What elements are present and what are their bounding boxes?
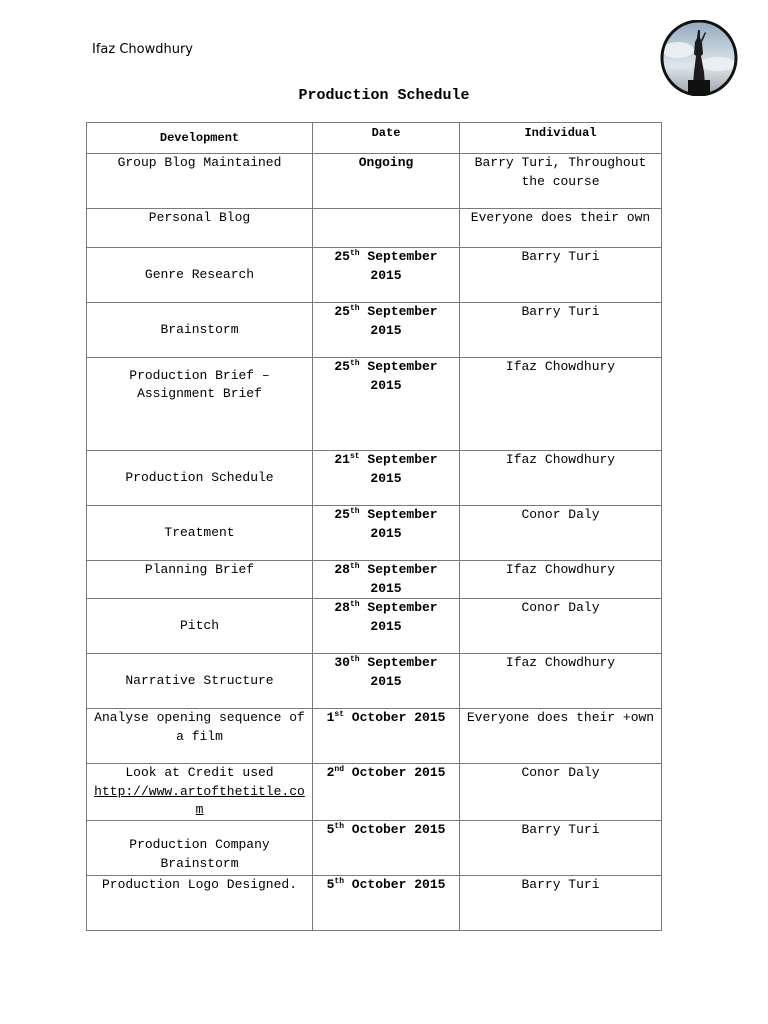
date-month: September 2015	[359, 655, 438, 689]
date-month: October 2015	[344, 821, 446, 837]
date-suffix: th	[349, 600, 360, 609]
date-cell	[313, 875, 460, 930]
production-schedule-table	[86, 122, 662, 931]
date-day: 1	[326, 710, 335, 725]
date-suffix: st	[334, 710, 344, 719]
individual-cell: Conor Daly	[460, 764, 662, 821]
date-day: 25	[334, 304, 350, 319]
date-cell	[313, 248, 460, 303]
artofthetitle-link[interactable]: http://www.artofthetitle.com	[94, 783, 305, 817]
date-cell	[313, 358, 460, 451]
task-cell: Production Brief – Assignment Brief	[87, 358, 313, 451]
task-cell: Personal Blog	[87, 209, 313, 248]
task-cell: Planning Brief	[87, 561, 313, 599]
statue-of-liberty-logo	[658, 20, 740, 96]
individual-cell: Ifaz Chowdhury	[460, 451, 662, 506]
date-day: 2	[326, 765, 335, 780]
task-cell: Production Schedule	[87, 451, 313, 506]
header-development: Development	[87, 123, 313, 154]
individual-cell: Ifaz Chowdhury	[460, 358, 662, 451]
date-suffix: th	[349, 304, 360, 313]
header-individual: Individual	[460, 123, 662, 154]
individual-cell: Barry Turi, Throughout the course	[460, 154, 662, 209]
date-suffix: th	[349, 507, 360, 516]
date-day: 25	[334, 359, 350, 374]
table-row	[87, 875, 662, 930]
header-row	[87, 123, 662, 154]
task-cell: Group Blog Maintained	[87, 154, 313, 209]
task-cell	[87, 764, 313, 821]
date-cell	[313, 709, 460, 764]
date-suffix: th	[334, 821, 344, 831]
table-row	[87, 561, 662, 599]
table-row	[87, 209, 662, 248]
date-cell	[313, 561, 460, 599]
date-month: October 2015	[344, 710, 446, 725]
individual-cell: Conor Daly	[460, 506, 662, 561]
table-row	[87, 303, 662, 358]
task-cell: Pitch	[87, 599, 313, 654]
header-date: Date	[313, 123, 460, 154]
date-day: 21	[334, 452, 350, 467]
task-cell: Production Logo Designed.	[87, 875, 313, 930]
date-suffix: th	[349, 249, 360, 258]
individual-cell: Ifaz Chowdhury	[460, 561, 662, 599]
date-cell	[313, 654, 460, 709]
date-day: 5	[326, 876, 335, 892]
date-day: 28	[334, 600, 350, 615]
task-cell: Narrative Structure	[87, 654, 313, 709]
individual-cell: Everyone does their own	[460, 209, 662, 248]
table-row	[87, 154, 662, 209]
document-title: Production Schedule	[298, 87, 470, 104]
individual-cell: Conor Daly	[460, 599, 662, 654]
task-cell: Production Company Brainstorm	[87, 820, 313, 875]
date-day: 25	[334, 249, 350, 264]
table-row	[87, 654, 662, 709]
date-suffix: nd	[334, 765, 344, 774]
table-row	[87, 358, 662, 451]
individual-cell: Ifaz Chowdhury	[460, 654, 662, 709]
date-month: September 2015	[359, 249, 438, 283]
table-row	[87, 820, 662, 875]
date-suffix: st	[349, 452, 360, 461]
date-day: 5	[326, 821, 335, 837]
individual-cell: Barry Turi	[460, 875, 662, 930]
task-cell: Brainstorm	[87, 303, 313, 358]
date-suffix: th	[349, 359, 360, 368]
date-month: September 2015	[359, 507, 438, 541]
table-row	[87, 506, 662, 561]
date-cell: Ongoing	[313, 154, 460, 209]
date-day: 28	[334, 562, 350, 577]
date-cell	[313, 764, 460, 821]
date-suffix: th	[349, 655, 360, 664]
table-row	[87, 451, 662, 506]
date-month: September 2015	[359, 452, 438, 486]
date-cell	[313, 820, 460, 875]
table-row	[87, 248, 662, 303]
table-row	[87, 599, 662, 654]
date-day: 25	[334, 507, 350, 522]
date-suffix: th	[334, 876, 344, 886]
task-cell: Treatment	[87, 506, 313, 561]
date-cell	[313, 451, 460, 506]
individual-cell: Everyone does their +own	[460, 709, 662, 764]
task-cell: Genre Research	[87, 248, 313, 303]
author-name: Ifaz Chowdhury	[92, 42, 194, 57]
date-suffix: th	[349, 562, 360, 571]
individual-cell: Barry Turi	[460, 248, 662, 303]
date-cell	[313, 303, 460, 358]
date-month: October 2015	[344, 876, 446, 892]
date-cell	[313, 209, 460, 248]
table-row	[87, 709, 662, 764]
date-month: September 2015	[359, 304, 438, 338]
date-month: September 2015	[359, 359, 438, 393]
date-cell	[313, 599, 460, 654]
individual-cell: Barry Turi	[460, 820, 662, 875]
task-text: Look at Credit used	[125, 765, 274, 780]
date-cell	[313, 506, 460, 561]
date-month: September 2015	[359, 562, 438, 596]
table-row	[87, 764, 662, 821]
individual-cell: Barry Turi	[460, 303, 662, 358]
date-month: October 2015	[344, 765, 446, 780]
date-day: 30	[334, 655, 350, 670]
date-month: September 2015	[359, 600, 438, 634]
task-cell: Analyse opening sequence of a film	[87, 709, 313, 764]
